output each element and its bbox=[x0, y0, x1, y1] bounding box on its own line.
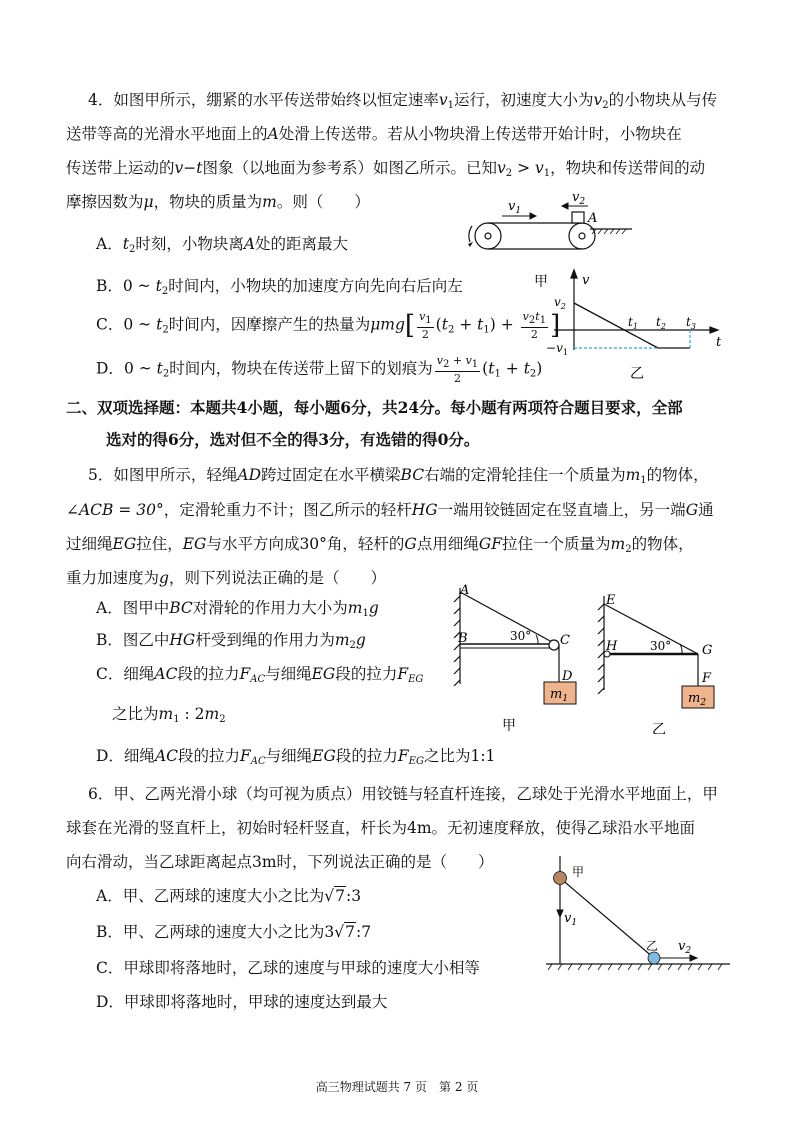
v2-label: $v_2$ bbox=[678, 939, 692, 956]
q4-stem-line4: 摩擦因数为μ，物块的质量为m。则（ ） bbox=[66, 193, 370, 211]
q6-stem-line1: 6．甲、乙两光滑小球（均可视为质点）用铰链与轻直杆连接，乙球处于光滑水平地面上，甲 bbox=[88, 785, 718, 803]
label-E: E bbox=[606, 593, 616, 608]
tick-t1: $t_1$ bbox=[628, 315, 638, 331]
svg-text:m1: $m_1$ bbox=[550, 687, 569, 704]
q6-option-b[interactable]: B．甲、乙两球的速度大小之比为3√7:7 bbox=[96, 923, 372, 941]
svg-text:m2: $m_2$ bbox=[688, 691, 707, 708]
tick-t2: $t_2$ bbox=[656, 315, 666, 331]
q4-option-b[interactable]: B．0 ~ $t_2$时间内，小物块的加速度方向先向右后向左 bbox=[96, 277, 463, 297]
fig-jia-label: 甲 bbox=[534, 274, 548, 290]
rope-ac bbox=[460, 592, 552, 642]
q4-stem-line1: 4．如图甲所示，绷紧的水平传送带始终以恒定速率$v_1$运行，初速度大小为$v_2$的小物块从与传 bbox=[88, 91, 718, 111]
ground-hatch bbox=[548, 964, 722, 970]
block bbox=[572, 212, 584, 223]
q6-figure bbox=[540, 852, 740, 976]
v1-label: $v_1$ bbox=[508, 199, 522, 216]
q4-option-a[interactable]: A．$t_2$时刻，小物块离A处的距离最大 bbox=[96, 235, 349, 255]
point-a-label: A bbox=[588, 211, 598, 226]
label-G: G bbox=[702, 643, 713, 658]
angle-label-yi: 30° bbox=[650, 639, 672, 653]
q4-option-c[interactable]: C．0 ~ $t_2$时间内，因摩擦产生的热量为μmg[ $\frac{v_1}{2}$ $(t_2 + t_1)$ + $\frac{v_2t_1}{2}$ ] bbox=[96, 310, 561, 341]
vt-line bbox=[574, 303, 658, 348]
ball-yi bbox=[648, 952, 660, 964]
q5-option-d[interactable]: D．细绳AC段的拉力$F_{AC}$与细绳EG段的拉力$F_{EG}$之比为1:1 bbox=[96, 747, 496, 767]
q6-option-d[interactable]: D．甲球即将落地时，甲球的速度达到最大 bbox=[96, 993, 388, 1011]
q5-stem-line2: ∠ACB = 30°，定滑轮重力不计；图乙所示的轻杆HG一端用铰链固定在竖直墙上，另一端G通 bbox=[66, 501, 714, 519]
q4-stem-line2: 送带等高的光滑水平地面上的A处滑上传送带。若从小物块滑上传送带开始计时，小物块在 bbox=[66, 125, 682, 143]
tick-neg-v1: $-v_1$ bbox=[546, 341, 568, 357]
q4-stem-line3: 传送带上运动的v−t图象（以地面为参考系）如图乙所示。已知$v_2 > v_1$，物块和传送带间的动 bbox=[66, 159, 706, 179]
q5-option-c[interactable]: C．细绳AC段的拉力$F_{AC}$与细绳EG段的拉力$F_{EG}$ bbox=[96, 665, 424, 685]
section2-heading: 二、双项选择题：本题共4小题，每小题6分，共24分。每小题有两项符合题目要求，全部 bbox=[66, 398, 683, 417]
fig-yi-wall bbox=[598, 596, 604, 694]
q5-option-b[interactable]: B．图乙中HG杆受到绳的作用力为$m_2g$ bbox=[96, 631, 366, 651]
fig-jia-label: 甲 bbox=[572, 865, 585, 879]
q5-stem-line4: 重力加速度为g，则下列说法正确的是（ ） bbox=[66, 569, 386, 587]
label-C: C bbox=[560, 633, 570, 648]
tick-v2: $v_2$ bbox=[554, 295, 566, 311]
ground-hatch bbox=[592, 229, 626, 234]
label-H: H bbox=[606, 639, 618, 654]
q4-figure-vt-graph bbox=[534, 266, 734, 384]
conveyor-belt bbox=[469, 223, 595, 249]
q6-stem-line2: 球套在光滑的竖直杆上，初始时轻杆竖直，杆长为4m。无初速度释放，使得乙球沿水平地面 bbox=[66, 819, 696, 837]
q6-option-c[interactable]: C．甲球即将落地时，乙球的速度与甲球的速度大小相等 bbox=[96, 959, 480, 977]
q5-stem-line1: 5．如图甲所示，轻绳AD跨过固定在水平横梁BC右端的定滑轮挂住一个质量为$m_1$的物体， bbox=[88, 466, 709, 486]
pulley bbox=[549, 640, 559, 650]
v2-arrow-icon bbox=[660, 955, 697, 961]
page-footer: 高三物理试题共 7 页 第 2 页 bbox=[315, 1080, 479, 1094]
label-D: D bbox=[562, 669, 573, 684]
fig-jia-label: 甲 bbox=[502, 718, 516, 734]
section2-heading-line2: 选对的得6分，选对但不全的得3分，有选错的得0分。 bbox=[106, 430, 480, 449]
fig-yi-label: 乙 bbox=[646, 939, 659, 953]
fig-yi-label: 乙 bbox=[652, 722, 666, 734]
q6-option-a[interactable]: A．甲、乙两球的速度大小之比为√7:3 bbox=[96, 887, 362, 905]
q5-option-c-line2: 之比为$m_1$ : $2m_2$ bbox=[112, 705, 226, 725]
label-F: F bbox=[702, 671, 712, 686]
ball-jia bbox=[554, 872, 567, 885]
q5-figure bbox=[440, 582, 740, 734]
tick-t3: $t_3$ bbox=[686, 315, 696, 331]
axes bbox=[554, 270, 718, 350]
axis-t-label: t bbox=[716, 335, 722, 350]
rotation-arrow-icon bbox=[468, 242, 473, 247]
label-A: A bbox=[460, 583, 470, 598]
q4-option-d[interactable]: D．0 ~ $t_2$时间内，物块在传送带上留下的划痕为 $\frac{v_2 + v_1}{2}$ $(t_1 + t_2)$ bbox=[96, 354, 543, 385]
q5-stem-line3: 过细绳EG拉住，EG与水平方向成30°角，轻杆的G点用细绳GF拉住一个质量为$m_2$的物体， bbox=[66, 535, 694, 555]
q5-option-a[interactable]: A．图甲中BC对滑轮的作用力大小为$m_1g$ bbox=[96, 599, 379, 619]
angle-arc-jia bbox=[536, 635, 538, 644]
fig-yi-label: 乙 bbox=[630, 366, 644, 382]
label-B: B bbox=[458, 631, 468, 646]
v2-label: $v_2$ bbox=[572, 192, 586, 207]
axis-v-label: v bbox=[582, 273, 590, 288]
angle-label-jia: 30° bbox=[510, 629, 532, 643]
v1-label: $v_1$ bbox=[564, 911, 578, 928]
v1-arrow-icon bbox=[557, 886, 563, 917]
q6-stem-line3: 向右滑动，当乙球距离起点3m时，下列说法正确的是（ ） bbox=[66, 853, 494, 871]
q4-figure-conveyor bbox=[460, 192, 660, 262]
